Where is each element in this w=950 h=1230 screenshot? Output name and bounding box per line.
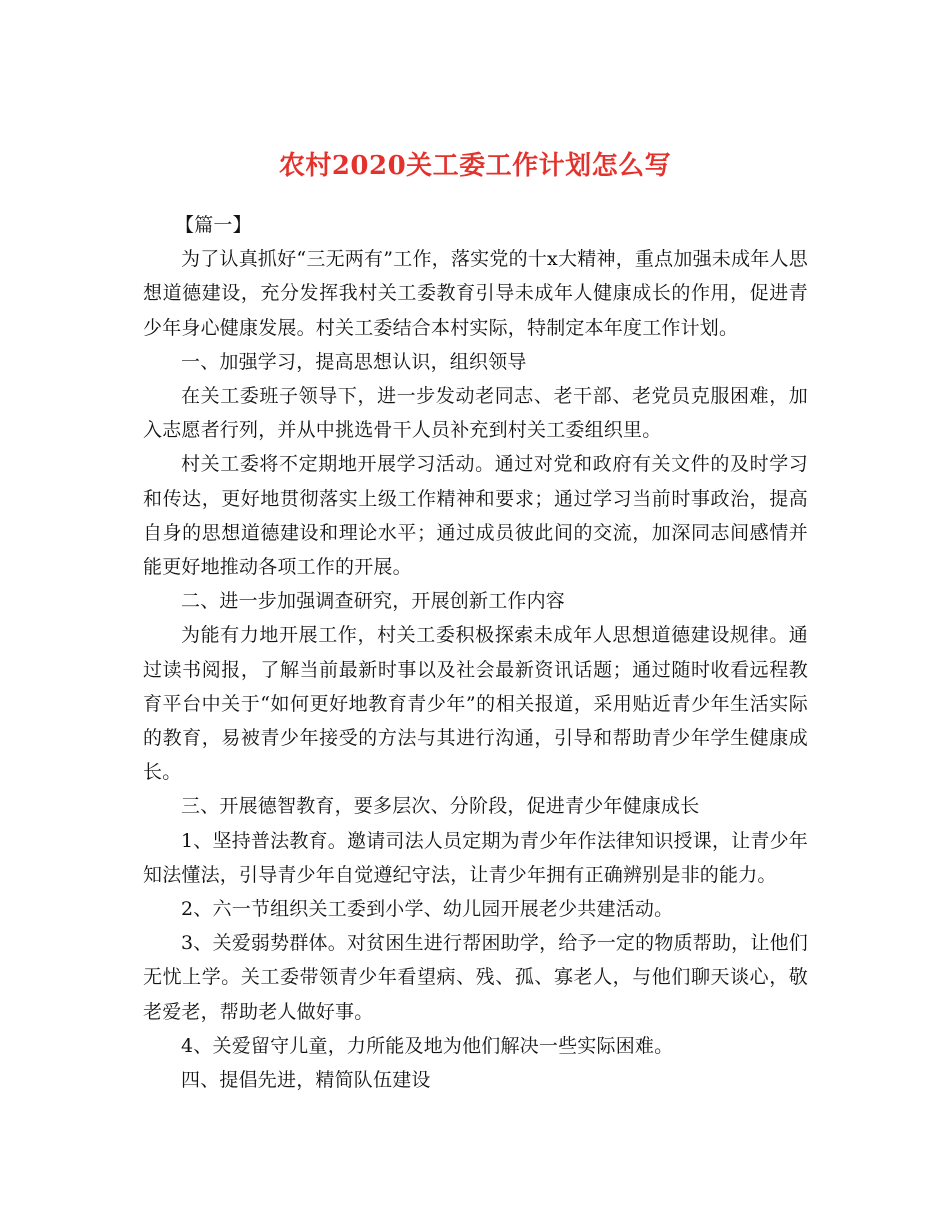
paragraph-section-1-b: 村关工委将不定期地开展学习活动。通过对党和政府有关文件的及时学习和传达，更好地贯彻落实上级工作精神和要求；通过学习当前时事政治，提高自身的思想道德建设和理论水平；通过成员彼此间的交流，加深同志间感情并能更好地推动各项工作的开展。 <box>143 453 808 579</box>
document-body <box>143 208 808 1097</box>
paragraph-intro: 为了认真抓好“三无两有”工作，落实党的十x大精神，重点加强未成年人思想道德建设，充分发挥我村关工委教育引导未成年人健康成长的作用，促进青少年身心健康发展。村关工委结合本村实际，特制定本年度工作计划。 <box>143 248 808 339</box>
heading-section-3: 三、开展德智教育，要多层次、分阶段，促进青少年健康成长 <box>181 795 700 818</box>
list-item-3: 3、关爱弱势群体。对贫困生进行帮困助学，给予一定的物质帮助，让他们无忧上学。关工委带领青少年看望病、残、孤、寡老人，与他们聊天谈心，敬老爱老，帮助老人做好事。 <box>143 932 808 1023</box>
heading-section-4: 四、提倡先进，精简队伍建设 <box>181 1069 431 1092</box>
section-label: 【篇一】 <box>175 214 252 236</box>
document-title: 农村2020关工委工作计划怎么写 <box>278 151 672 182</box>
paragraph-section-1-a: 在关工委班子领导下，进一步发动老同志、老干部、老党员克服困难，加入志愿者行列，并从中挑选骨干人员补充到村关工委组织里。 <box>143 385 808 442</box>
list-item-2: 2、六一节组织关工委到小学、幼儿园开展老少共建活动。 <box>181 898 674 921</box>
list-item-4: 4、关爱留守儿童，力所能及地为他们解决一些实际困难。 <box>181 1034 674 1057</box>
list-item-1: 1、坚持普法教育。邀请司法人员定期为青少年作法律知识授课，让青少年知法懂法，引导青少年自觉遵纪守法，让青少年拥有正确辨别是非的能力。 <box>143 829 808 886</box>
heading-section-2: 二、进一步加强调查研究，开展创新工作内容 <box>181 590 566 613</box>
heading-section-1: 一、加强学习，提高思想认识，组织领导 <box>181 350 527 373</box>
paragraph-section-2: 为能有力地开展工作，村关工委积极探索未成年人思想道德建设规律。通过读书阅报，了解当前最新时事以及社会最新资讯话题；通过随时收看远程教育平台中关于“如何更好地教育青少年”的相关报道，采用贴近青少年生活实际的教育，易被青少年接受的方法与其进行沟通，引导和帮助青少年学生健康成长。 <box>143 624 808 784</box>
